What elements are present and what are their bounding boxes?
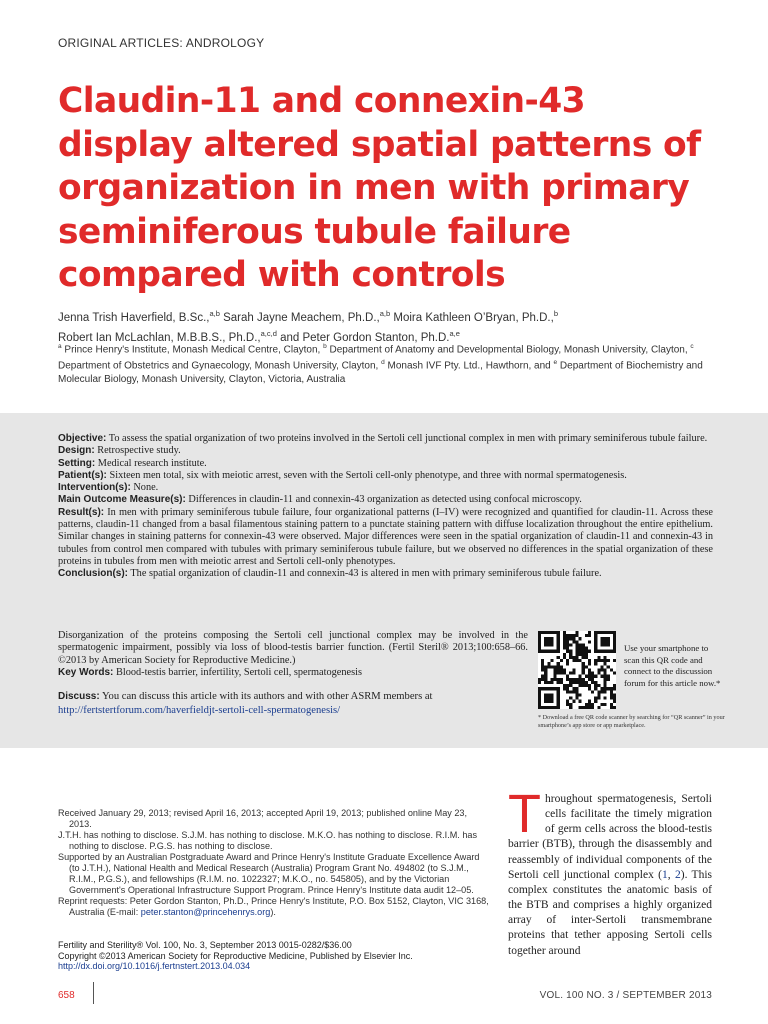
abstract-interventions: [58, 482, 713, 494]
discussion-note: [58, 690, 528, 718]
abstract-text: The spatial organization of claudin-11 and connexin-43 is altered in men with primary seminiferous tubule failure.: [128, 568, 602, 580]
author-name: Sarah Jayne Meachem, Ph.D.,: [219, 311, 380, 324]
qr-code: [538, 631, 616, 709]
author-name: Robert Ian McLachlan, M.B.B.S., Ph.D.,: [58, 331, 261, 344]
abstract-text: In men with primary seminiferous tubule failure, four organizational patterns (I–IV) were recognized and quantified for claudin-11. Across these patterns, claudin-11 changed from a basal filamentous staining pattern to a punctate staining pattern with diffuse localization throughout the entire epithelium. Similar changes in staining patterns for connexin-43 were observed. Major differences were seen in the spatial organization of claudin-11 and connexin-43 in tubules from control men compared with tubules with primary seminiferous tubule failure, but we observed no differences in the spatial organization of these proteins in tubules from men with meiotic arrest and Sertoli cell-only phenotypes.: [58, 506, 713, 567]
author-affiliation-marker: a,e: [449, 328, 460, 338]
abstract-text: Medical research institute.: [95, 457, 207, 469]
abstract-setting: [58, 458, 713, 470]
abstract-keywords: [58, 667, 528, 679]
affiliation-text: Monash IVF Pty. Ltd., Hawthorn, and: [384, 360, 554, 372]
abstract-conclusions: [58, 568, 713, 580]
affiliation-marker: b: [323, 343, 327, 350]
body-text-part: ). This complex constitutes the anatomic basis of the BTB and comprises a highly organized array of inter-Sertoli transmembrane proteins that tether apposing Sertoli cells together around: [508, 868, 713, 957]
affiliation-marker: c: [690, 343, 694, 350]
funding-statement: Supported by an Australian Postgraduate Award and Prince Henry's Institute Graduate Excellence Award (to J.T.H.), National Health and Medical Research (Australia) Program Grant No. 494802 (to S.J.M., R.I.M., P.G.S.), and fellowships (R.I.M. no. 1022327; M.K.O., no. 545805), and by the Victorian Government's Operational Infrastructure Support Program. Prince Henry's Institute data audit 12–05.: [58, 852, 480, 895]
reprint-requests: [58, 896, 490, 918]
abstract-label: Result(s):: [58, 506, 105, 518]
abstract-label: Key Words:: [58, 666, 114, 678]
affiliation-marker: d: [381, 359, 385, 367]
article-title: Claudin-11 and connexin-43 display altered spatial patterns of organization in men with primary seminiferous tubule failure compared with controls: [58, 81, 701, 295]
body-text-part: ,: [667, 868, 675, 881]
copyright: Copyright ©2013 American Society for Reproductive Medicine, Published by Elsevier Inc.: [58, 950, 413, 961]
footer-divider: [93, 982, 94, 1004]
volume-info: VOL. 100 NO. 3 / SEPTEMBER 2013: [539, 990, 712, 1001]
abstract-design: [58, 445, 713, 457]
author-affiliation-marker: a,b: [209, 309, 220, 318]
reference-link[interactable]: 1: [662, 868, 668, 881]
affiliations: [58, 340, 718, 386]
reprint-text: Reprint requests: Peter Gordon Stanton, Ph.D., Prince Henry's Institute, P.O. Box 5152, Clayton, VIC 3168, Australia (E-mail:: [58, 896, 489, 917]
reference-link[interactable]: 2: [674, 868, 681, 881]
affiliation-marker: e: [553, 359, 558, 367]
abstract-text: Sixteen men total, six with meiotic arrest, seven with the Sertoli cell-only phenotype, and three with normal spermatogenesis.: [106, 469, 627, 481]
affiliation-text: Prince Henry's Institute, Monash Medical Centre, Clayton,: [61, 344, 324, 356]
qr-instructions: Use your smartphone to scan this QR code and connect to the discussion forum for this article now.*: [624, 643, 721, 688]
abstract-text: Blood-testis barrier, infertility, Sertoli cell, spermatogenesis: [113, 666, 362, 678]
email-link[interactable]: peter.stanton@princehenrys.org: [140, 907, 271, 917]
affiliation-text: Department of Obstetrics and Gynaecology, Monash University, Clayton,: [58, 360, 382, 372]
abstract-label: Patient(s):: [58, 469, 107, 481]
qr-footnote: * Download a free QR code scanner by searching for “QR scanner” in your smartphone’s app store or app marketplace.: [538, 714, 725, 729]
page-number: 658: [58, 990, 75, 1001]
body-paragraph: [508, 784, 713, 959]
abstract-label: Intervention(s):: [58, 482, 131, 494]
disclosures: J.T.H. has nothing to disclose. S.J.M. has nothing to disclose. M.K.O. has nothing to disclose. R.I.M. has nothing to disclose. P.G.S. has nothing to disclose.: [58, 830, 478, 851]
abstract-text: To assess the spatial organization of two proteins involved in the Sertoli cell junctional complex in men with primary seminiferous tubule failure.: [106, 433, 708, 444]
doi-link[interactable]: http://dx.doi.org/10.1016/j.fertnstert.2013.04.034: [58, 961, 251, 972]
doi: [58, 961, 490, 972]
author-affiliation-marker: a,b: [379, 309, 391, 318]
abstract-text: Retrospective study.: [94, 445, 181, 457]
discuss-label: Discuss:: [58, 691, 100, 702]
author-name: and Peter Gordon Stanton, Ph.D.: [276, 331, 450, 344]
abstract-continued: [58, 630, 528, 679]
abstract-label: Design:: [58, 445, 95, 457]
abstract-text: Differences in claudin-11 and connexin-43 organization as detected using confocal microscopy.: [185, 494, 582, 506]
abstract-text: None.: [130, 482, 159, 494]
affiliation-text: Department of Biochemistry and Molecular Biology, Monash University, Clayton, Victoria, Australia: [58, 360, 703, 385]
abstract-patients: [58, 470, 713, 482]
journal-info: [58, 940, 490, 972]
discussion-forum-link[interactable]: http://fertstertforum.com/haverfieldjt-sertoli-cell-spermatogenesis/: [58, 705, 341, 716]
abstract-conclusions-continued: Disorganization of the proteins composing the Sertoli cell junctional complex may be involved in the spermatogenic impairment, possibly via loss of blood-testis barrier function. (Fertil Steril® 2013;100:658–66. ©2013 by American Society for Reproductive Medicine.): [58, 630, 528, 666]
affiliation-marker: a: [58, 343, 62, 350]
abstract-label: Conclusion(s):: [58, 568, 128, 580]
affiliation-text: Department of Anatomy and Developmental Biology, Monash University, Clayton,: [326, 344, 691, 356]
abstract-results: [58, 507, 713, 568]
journal-citation: Fertility and Sterility® Vol. 100, No. 3, September 2013 0015-0282/$36.00: [58, 940, 352, 950]
author-name: Jenna Trish Haverfield, B.Sc.,: [58, 311, 210, 324]
received-dates: Received January 29, 2013; revised April 16, 2013; accepted April 19, 2013; published online May 23, 2013.: [58, 808, 467, 829]
author-name: Moira Kathleen O’Bryan, Ph.D.,: [390, 311, 554, 324]
body-text: [508, 784, 713, 959]
body-text-part: hroughout spermatogenesis, Sertoli cells facilitate the timely migration of germ cells across the blood-testis barrier (BTB), through the disassembly and reassembly of individual components of the Sertoli cell junctional complex (: [508, 793, 712, 881]
abstract-objective: [58, 433, 713, 445]
abstract-label: Objective:: [58, 433, 107, 444]
drop-cap: T: [508, 784, 541, 844]
abstract-outcome: [58, 494, 713, 506]
article-notes: [58, 808, 490, 918]
abstract: [58, 433, 713, 581]
reprint-text-end: ).: [270, 907, 276, 917]
author-affiliation-marker: b: [553, 309, 558, 318]
discuss-text: You can discuss this article with its authors and with other ASRM members at: [99, 691, 433, 702]
author-affiliation-marker: a,c,d: [260, 328, 277, 338]
abstract-label: Setting:: [58, 457, 96, 469]
abstract-label: Main Outcome Measure(s):: [58, 494, 186, 506]
section-label: ORIGINAL ARTICLES: ANDROLOGY: [58, 36, 265, 50]
